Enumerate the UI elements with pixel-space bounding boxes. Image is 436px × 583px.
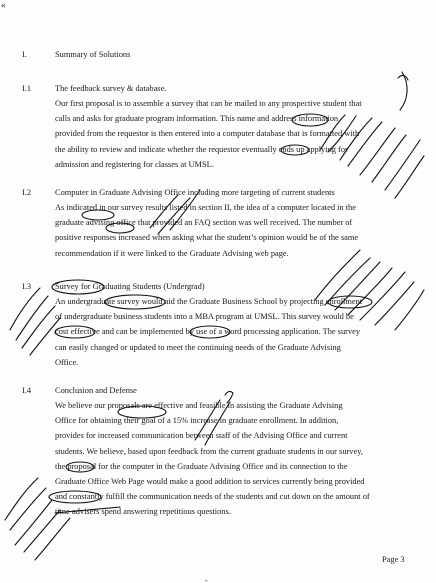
heading-number: I.: [22, 50, 27, 59]
section-4-line: and constantly fulfill the communication needs of the students and cut down on the amount of: [55, 492, 370, 502]
section-3-body: [55, 294, 425, 370]
handwriting-scribble-left-margin-upper: [10, 288, 60, 355]
bottom-mark: -: [205, 576, 208, 583]
section-1-body: [55, 96, 425, 172]
section-1-number: I.1: [22, 84, 32, 93]
section-1-line: provided from the requestor is then entered into a computer database that is formatted with: [55, 129, 360, 139]
section-4-line: students. We believe, based upon feedback from the current graduate students in our survey,: [55, 446, 363, 456]
section-4-line: We believe our proposals are effective and feasible in assisting the Graduate Advising: [55, 401, 343, 410]
section-2-line: recommendation if it were linked to the Graduate Advising web page.: [55, 248, 289, 258]
section-4-number: I.4: [22, 386, 32, 395]
section-4-line: provides for increased communication between staff of the Advising Office and current: [55, 431, 348, 441]
section-3-line: An undergraduate survey would aid the Graduate Business School by projecting enrollment: [55, 297, 363, 306]
section-1-line: admission and registering for classes at UMSL.: [55, 159, 214, 169]
section-1-line: calls and asks for graduate program information. This name and address information: [55, 114, 339, 124]
section-1-line: the ability to review and indicate whether the requestor eventually ends up applying for: [55, 144, 348, 154]
corner-mark: «: [1, 0, 6, 10]
section-2-line: positive responses increased when asking what the student’s opinion would be of the same: [55, 233, 359, 243]
page-number: Page 3: [382, 555, 405, 564]
section-3-line: can easily changed or updated to meet the continuing needs of the Graduate Advising: [55, 342, 341, 352]
section-3-line: of undergraduate business students into a MBA program at UMSL. This survey would be: [55, 312, 354, 322]
section-4-line: Office for obtaining their goal of a 15% increase in graduate enrollment. In addition,: [55, 416, 339, 426]
section-1-line: Our first proposal is to assemble a survey that can be mailed to any prospective student that: [55, 99, 362, 108]
section-4-body: [55, 398, 425, 520]
section-2-number: I.2: [22, 188, 32, 197]
section-3-line: cost effective and can be implemented by use of a word processing application. The survey: [55, 327, 361, 337]
section-2-title: Computer in Graduate Advising Office including more targeting of current students: [55, 188, 335, 197]
section-3-title: Survey for Graduating Students (Undergrad): [55, 282, 205, 291]
section-2-line: As indicated in our survey results listed in section II, the idea of a computer located in the: [55, 203, 356, 212]
section-4-title: Conclusion and Defense: [55, 386, 137, 395]
section-2-line: graduate advising office that provided an FAQ section was well received. The number of: [55, 218, 353, 228]
section-3-number: I.3: [22, 282, 32, 291]
section-4-line: Graduate Office Web Page would make a good addition to services currently being provided: [55, 477, 365, 487]
section-2-body: [55, 200, 425, 261]
heading-title: Summary of Solutions: [55, 50, 131, 59]
section-4-line: the proposal for the computer in the Graduate Advising Office and its connection to the: [55, 461, 348, 471]
section-1-title: The feedback survey & database.: [55, 84, 167, 93]
section-4-line: time advisers spend answering repetitious questions.: [55, 507, 231, 517]
section-3-line: Office.: [55, 357, 79, 367]
